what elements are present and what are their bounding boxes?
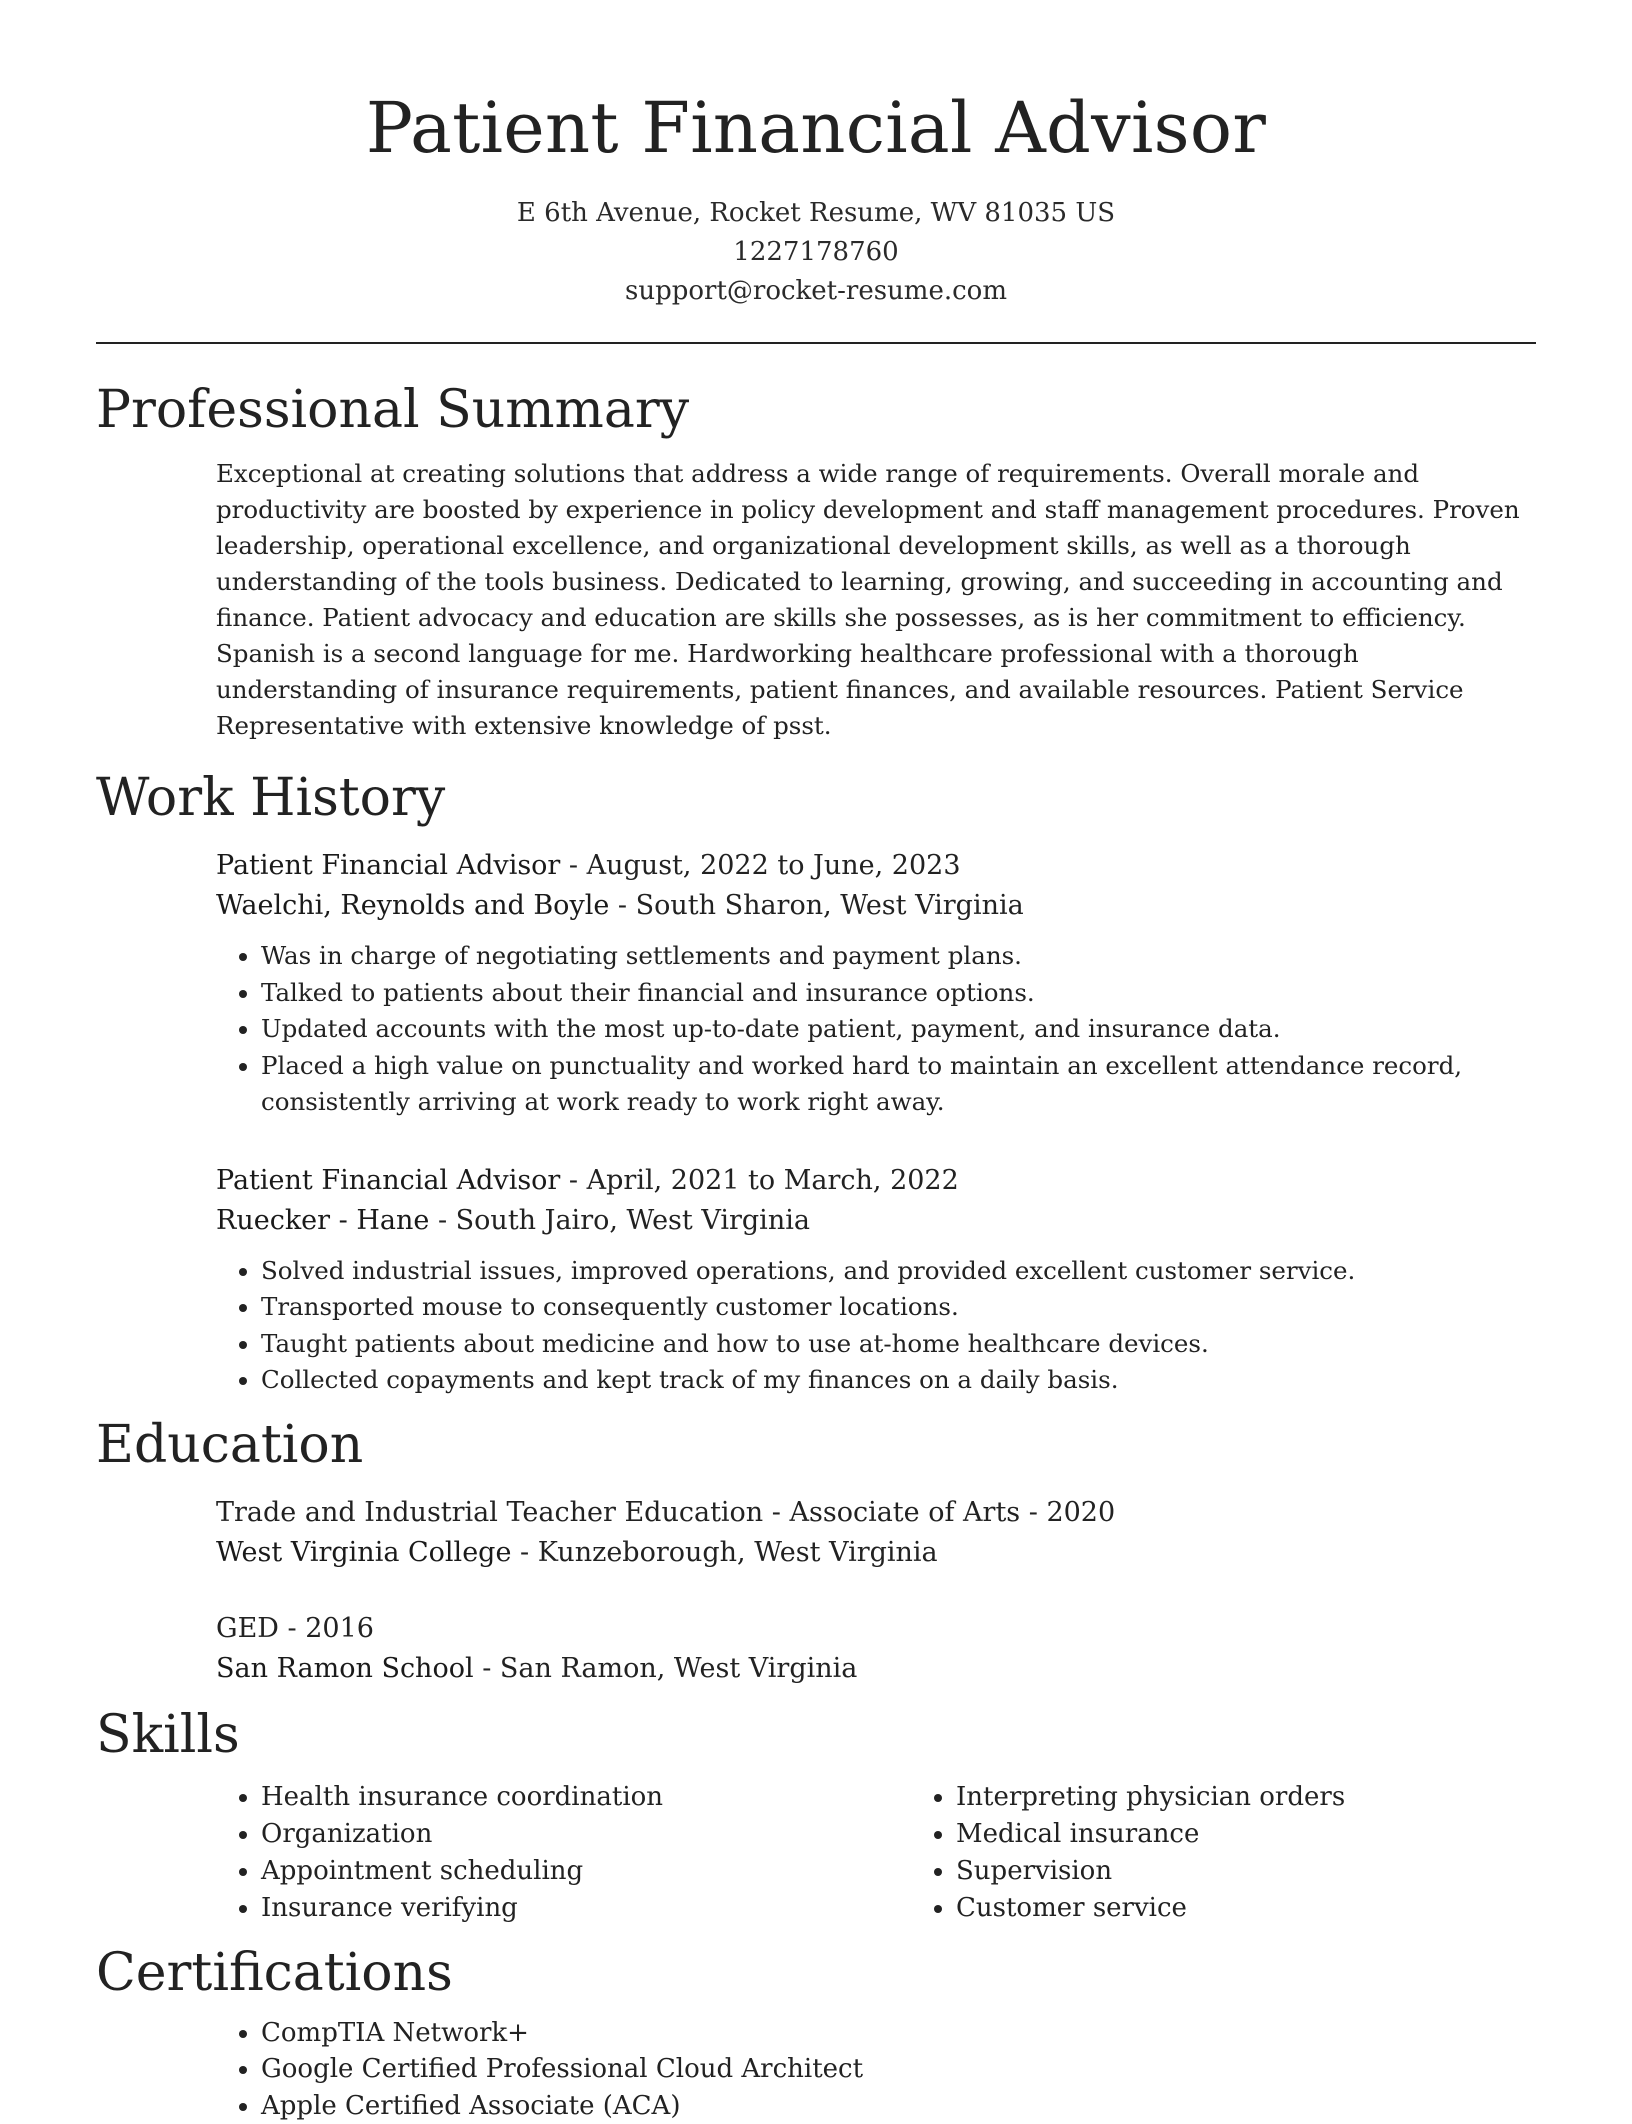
degree-line: Trade and Industrial Teacher Education - Associate of Arts - 2020: [216, 1493, 1536, 1533]
resume-header: [0, 0, 1632, 311]
job-location: South Sharon, West Virginia: [636, 890, 1024, 921]
work-history-title: Work History: [96, 764, 1536, 832]
summary-text: Exceptional at creating solutions that address a wide range of requirements. Overall morale and productivity are boosted by experience in policy development and staff management procedures. Proven leadership, operational excellence, and organizational development skills, as well as a thorough understanding of the tools business. Dedicated to learning, growing, and succeeding in accounting and finance. Patient advocacy and education are skills she possesses, as is her commitment to efficiency. Spanish is a second language for me. Hardworking healthcare professional with a thorough understanding of insurance requirements, patient finances, and available resources. Patient Service Representative with extensive knowledge of psst.: [216, 456, 1536, 744]
skill-item: • Supervision: [956, 1853, 1606, 1890]
job-company: Ruecker - Hane: [216, 1205, 429, 1236]
job-title-line: Patient Financial Advisor - August, 2022 to June, 2023: [216, 846, 1536, 886]
job-company-line: Ruecker - Hane - South Jairo, West Virginia: [216, 1201, 1536, 1241]
education-title: Education: [96, 1411, 1536, 1479]
phone: 1227178760: [0, 233, 1632, 272]
email: support@rocket-resume.com: [0, 272, 1632, 311]
job-duty: • Updated accounts with the most up-to-date patient, payment, and insurance data.: [261, 1011, 1536, 1048]
summary-title: Professional Summary: [96, 376, 1536, 444]
certification-item: • Google Certified Professional Cloud Architect: [261, 2051, 1536, 2088]
education-entry: [216, 1609, 1536, 1689]
skills-right-column: [911, 1779, 1606, 1927]
job-dates: August, 2022 to June, 2023: [587, 850, 961, 881]
school-name: West Virginia College: [216, 1537, 511, 1568]
job-duty: • Talked to patients about their financial and insurance options.: [261, 975, 1536, 1012]
address: E 6th Avenue, Rocket Resume, WV 81035 US: [0, 194, 1632, 233]
school-line: San Ramon School - San Ramon, West Virginia: [216, 1649, 1536, 1689]
skill-item: • Customer service: [956, 1890, 1606, 1927]
job-role: Patient Financial Advisor: [216, 850, 560, 881]
certification-item: • CompTIA Network+: [261, 2015, 1536, 2052]
skill-item: • Insurance verifying: [261, 1890, 911, 1927]
skills-title: Skills: [96, 1701, 1536, 1769]
job-company: Waelchi, Reynolds and Boyle: [216, 890, 609, 921]
certifications-list: [216, 2015, 1536, 2124]
skills-columns: [216, 1779, 1536, 1927]
job-duty: • Collected copayments and kept track of my finances on a daily basis.: [261, 1362, 1536, 1399]
skill-item: • Interpreting physician orders: [956, 1779, 1606, 1816]
school-location: San Ramon, West Virginia: [500, 1653, 857, 1684]
certifications-title: Certifications: [96, 1939, 1536, 2007]
job-company-line: Waelchi, Reynolds and Boyle - South Sharon, West Virginia: [216, 886, 1536, 926]
job-duty: • Was in charge of negotiating settlements and payment plans.: [261, 938, 1536, 975]
job-duty: • Placed a high value on punctuality and worked hard to maintain an excellent attendance record, consistently arriving at work ready to work right away.: [261, 1048, 1536, 1121]
job-duty: • Taught patients about medicine and how to use at-home healthcare devices.: [261, 1326, 1536, 1363]
school-line: West Virginia College - Kunzeborough, West Virginia: [216, 1533, 1536, 1573]
job-duties: [216, 938, 1536, 1121]
header-divider: [96, 342, 1536, 344]
job-entry: [216, 846, 1536, 1121]
job-location: South Jairo, West Virginia: [456, 1205, 810, 1236]
job-duties: [216, 1253, 1536, 1399]
job-duty: • Solved industrial issues, improved operations, and provided excellent customer service.: [261, 1253, 1536, 1290]
contact-block: [0, 194, 1632, 311]
skills-left-column: [216, 1779, 911, 1927]
school-name: San Ramon School: [216, 1653, 474, 1684]
job-entry: [216, 1161, 1536, 1399]
skill-item: • Health insurance coordination: [261, 1779, 911, 1816]
work-history-list: [216, 846, 1536, 1399]
candidate-name: Patient Financial Advisor: [0, 86, 1632, 170]
education-list: [216, 1493, 1536, 1689]
skill-item: • Appointment scheduling: [261, 1853, 911, 1890]
degree-line: GED - 2016: [216, 1609, 1536, 1649]
skill-item: • Organization: [261, 1816, 911, 1853]
skill-item: • Medical insurance: [956, 1816, 1606, 1853]
school-location: Kunzeborough, West Virginia: [538, 1537, 938, 1568]
job-duty: • Transported mouse to consequently customer locations.: [261, 1289, 1536, 1326]
job-title-line: Patient Financial Advisor - April, 2021 to March, 2022: [216, 1161, 1536, 1201]
job-role: Patient Financial Advisor: [216, 1165, 560, 1196]
education-entry: [216, 1493, 1536, 1573]
certification-item: • Apple Certified Associate (ACA): [261, 2088, 1536, 2124]
resume-content: [96, 376, 1536, 2124]
job-dates: April, 2021 to March, 2022: [587, 1165, 959, 1196]
